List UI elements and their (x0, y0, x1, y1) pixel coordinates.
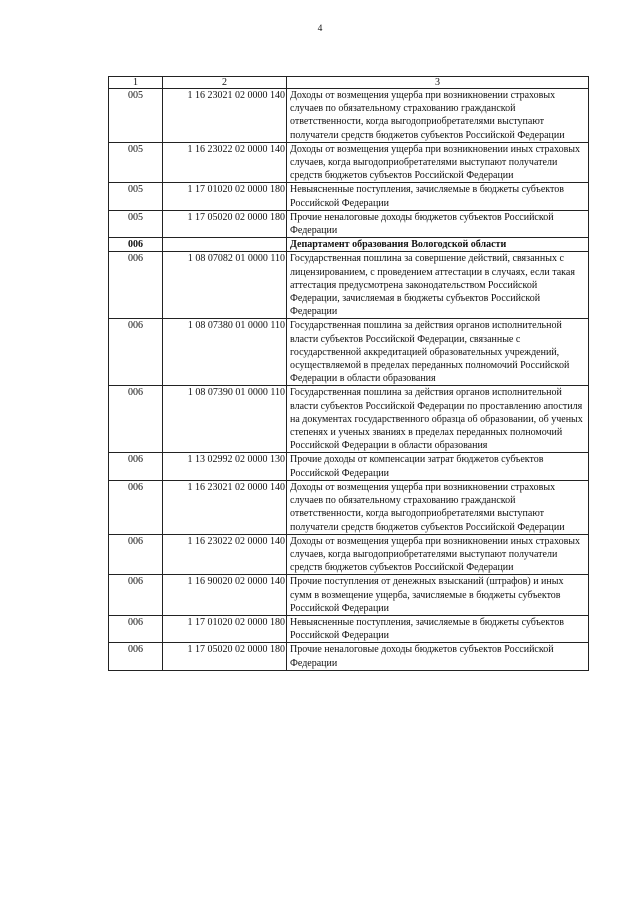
table-body (109, 89, 589, 671)
page-number: 4 (317, 24, 323, 34)
revenue-code-cell: 1 08 07082 01 0000 110 (163, 252, 287, 319)
revenue-code-cell: 1 08 07390 01 0000 110 (163, 386, 287, 453)
table-row (109, 615, 589, 642)
admin-code-cell: 006 (109, 575, 163, 616)
revenue-code-cell: 1 16 23021 02 0000 140 (163, 480, 287, 534)
revenue-code-cell: 1 16 23022 02 0000 140 (163, 142, 287, 183)
table-row (109, 534, 589, 575)
revenue-name-cell: Доходы от возмещения ущерба при возникновении иных страховых случаев, когда выгодоприобретателями выступают получатели средств бюджетов субъектов Российской Федерации (287, 534, 589, 575)
table-row (109, 142, 589, 183)
revenue-code-cell: 1 08 07380 01 0000 110 (163, 319, 287, 386)
revenue-name-cell: Государственная пошлина за действия органов исполнительной власти субъектов Российской Федерации по проставлению апостиля на документах государственного образца об образовании, об ученых степенях и ученых званиях в пределах переданных полномочий Российской Федерации в области образования (287, 386, 589, 453)
admin-code-cell: 005 (109, 210, 163, 237)
table-row (109, 210, 589, 237)
revenue-code-cell: 1 17 01020 02 0000 180 (163, 615, 287, 642)
admin-code-cell: 006 (109, 534, 163, 575)
revenue-name-cell: Государственная пошлина за действия органов исполнительной власти субъектов Российской Федерации, связанные с государственной аккредитацией образовательных учреждений, осуществляемой в пределах переданных полномочий Российской Федерации в области образования (287, 319, 589, 386)
table-row (109, 453, 589, 480)
revenue-code-cell: 1 16 23022 02 0000 140 (163, 534, 287, 575)
revenue-name-cell: Департамент образования Вологодской области (287, 238, 589, 252)
admin-code-cell: 006 (109, 480, 163, 534)
revenue-name-cell: Невыясненные поступления, зачисляемые в бюджеты субъектов Российской Федерации (287, 183, 589, 210)
revenue-code-cell: 1 17 05020 02 0000 180 (163, 643, 287, 670)
admin-code-cell: 006 (109, 386, 163, 453)
table-header (109, 77, 589, 89)
admin-code-cell: 006 (109, 615, 163, 642)
table-row (109, 238, 589, 252)
table-row (109, 252, 589, 319)
header-col-1: 1 (109, 77, 163, 89)
table-row (109, 183, 589, 210)
admin-code-cell: 005 (109, 89, 163, 143)
revenue-code-cell (163, 238, 287, 252)
revenue-code-cell: 1 16 23021 02 0000 140 (163, 89, 287, 143)
revenue-code-cell: 1 17 05020 02 0000 180 (163, 210, 287, 237)
revenue-name-cell: Доходы от возмещения ущерба при возникновении страховых случаев по обязательному страхованию гражданской ответственности, когда выгодоприобретателями выступают получатели средств бюджетов субъектов Российской Федерации (287, 480, 589, 534)
header-col-2: 2 (163, 77, 287, 89)
revenue-name-cell: Прочие неналоговые доходы бюджетов субъектов Российской Федерации (287, 210, 589, 237)
admin-code-cell: 006 (109, 238, 163, 252)
revenue-name-cell: Прочие поступления от денежных взысканий (штрафов) и иных сумм в возмещение ущерба, зачисляемые в бюджеты субъектов Российской Федерации (287, 575, 589, 616)
revenue-name-cell: Доходы от возмещения ущерба при возникновении иных страховых случаев, когда выгодоприобретателями выступают получатели средств бюджетов субъектов Российской Федерации (287, 142, 589, 183)
revenue-name-cell: Невыясненные поступления, зачисляемые в бюджеты субъектов Российской Федерации (287, 615, 589, 642)
admin-code-cell: 005 (109, 183, 163, 210)
revenue-code-cell: 1 16 90020 02 0000 140 (163, 575, 287, 616)
revenue-code-cell: 1 13 02992 02 0000 130 (163, 453, 287, 480)
revenue-name-cell: Доходы от возмещения ущерба при возникновении страховых случаев по обязательному страхованию гражданской ответственности, когда выгодоприобретателями выступают получатели средств бюджетов субъектов Российской Федерации (287, 89, 589, 143)
revenue-name-cell: Государственная пошлина за совершение действий, связанных с лицензированием, с проведением аттестации в случаях, если такая аттестация предусмотрена законодательством Российской Федерации, зачисляемая в бюджеты субъектов Российской Федерации (287, 252, 589, 319)
header-col-3: 3 (287, 77, 589, 89)
admin-code-cell: 006 (109, 643, 163, 670)
table-row (109, 89, 589, 143)
admin-code-cell: 005 (109, 142, 163, 183)
table-row (109, 575, 589, 616)
revenue-codes-table (108, 76, 589, 671)
table-row (109, 319, 589, 386)
admin-code-cell: 006 (109, 319, 163, 386)
admin-code-cell: 006 (109, 252, 163, 319)
revenue-code-cell: 1 17 01020 02 0000 180 (163, 183, 287, 210)
table-row (109, 480, 589, 534)
table-row (109, 643, 589, 670)
table-row (109, 386, 589, 453)
admin-code-cell: 006 (109, 453, 163, 480)
revenue-name-cell: Прочие доходы от компенсации затрат бюджетов субъектов Российской Федерации (287, 453, 589, 480)
header-row (109, 77, 589, 89)
revenue-name-cell: Прочие неналоговые доходы бюджетов субъектов Российской Федерации (287, 643, 589, 670)
